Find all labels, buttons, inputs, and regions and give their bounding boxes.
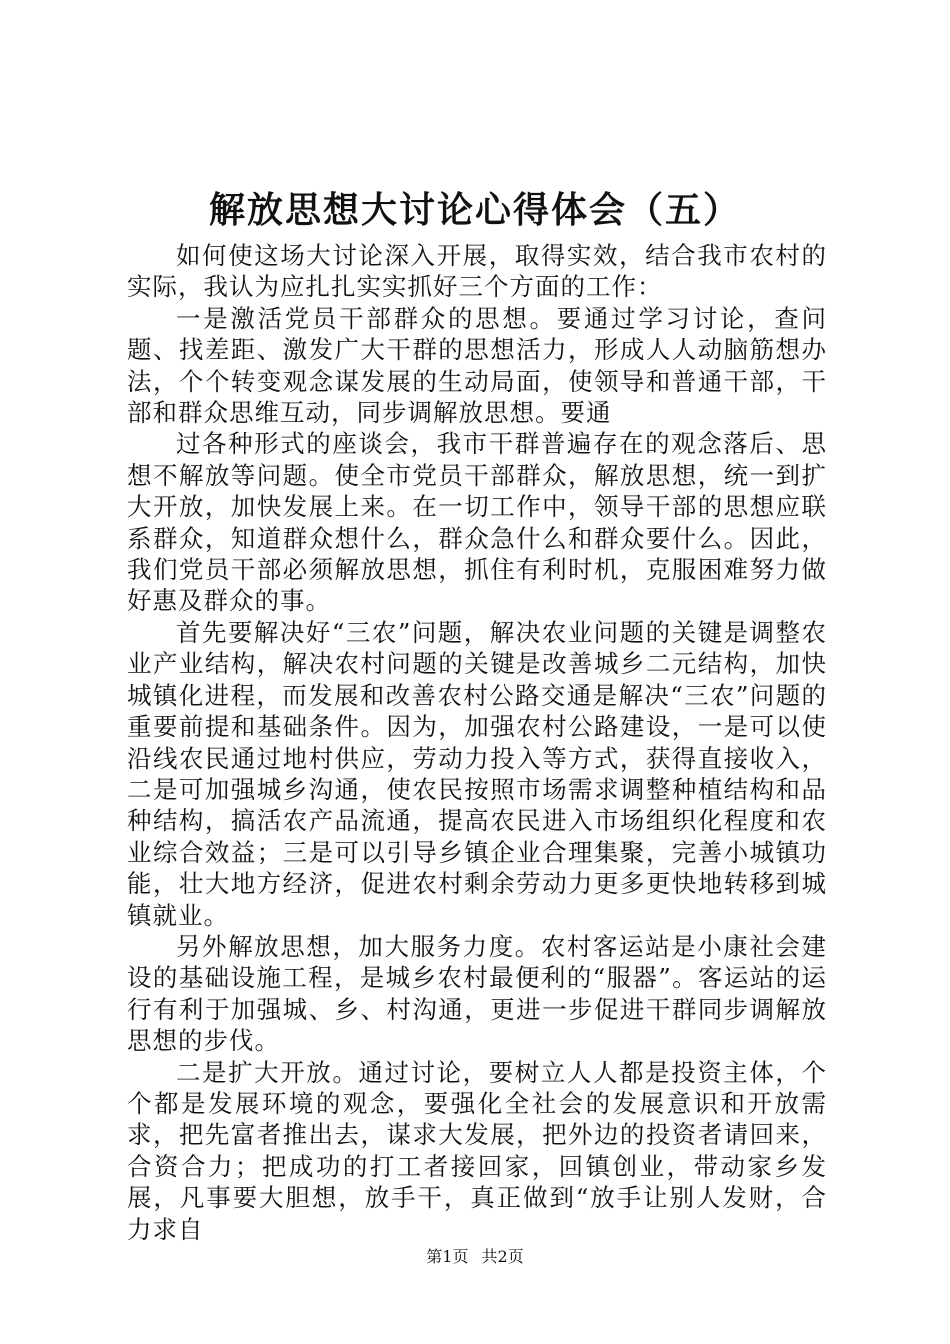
page-number-total: 共2页 <box>481 1247 524 1266</box>
paragraph-point-two: 二是扩大开放。通过讨论，要树立人人都是投资主体，个个都是发展环境的观念，要强化全社会的发展意识和开放需求，把先富者推出去，谋求大发展，把外边的投资者请回来，合资合力；把成功的打工者接回家，回镇创业，带动家乡发展，凡事要大胆想，放手干，真正做到“放手让别人发财，合力求自 <box>127 1057 827 1244</box>
document-body <box>127 240 827 1245</box>
paragraph-point-one: 一是激活党员干部群众的思想。要通过学习讨论，查问题、找差距、激发广大干群的思想活力，形成人人动脑筋想办法，个个转变观念谋发展的生动局面，使领导和普通干部，干部和群众思维互动，同步调解放思想。要通 <box>127 303 827 428</box>
paragraph-discussion: 过各种形式的座谈会，我市干群普遍存在的观念落后、思想不解放等问题。使全市党员干部群众，解放思想，统一到扩大开放，加快发展上来。在一切工作中，领导干部的思想应联系群众，知道群众想什么，群众急什么和群众要什么。因此，我们党员干部必须解放思想，抓住有利时机，克服困难努力做好惠及群众的事。 <box>127 429 827 616</box>
page-number-current: 第1页 <box>426 1247 469 1266</box>
page-footer <box>0 1246 950 1268</box>
paragraph-intro: 如何使这场大讨论深入开展，取得实效，结合我市农村的实际，我认为应扎扎实实抓好三个方面的工作： <box>127 241 827 302</box>
page-title: 解放思想大讨论心得体会（五） <box>208 189 741 231</box>
paragraph-service: 另外解放思想，加大服务力度。农村客运站是小康社会建设的基础设施工程，是城乡农村最便利的“服器”。客运站的运行有利于加强城、乡、村沟通，更进一步促进干群同步调解放思想的步伐。 <box>127 931 827 1056</box>
paragraph-three-rural: 首先要解决好“三农”问题，解决农业问题的关键是调整农业产业结构，解决农村问题的关键是改善城乡二元结构，加快城镇化进程，而发展和改善农村公路交通是解决“三农”问题的重要前提和基础条件。因为，加强农村公路建设，一是可以使沿线农民通过地村供应，劳动力投入等方式，获得直接收入，二是可加强城乡沟通，使农民按照市场需求调整种植结构和品种结构，搞活农产品流通，提高农民进入市场组织化程度和农业综合效益；三是可以引导乡镇企业合理集聚，完善小城镇功能，壮大地方经济，促进农村剩余劳动力更多更快地转移到城镇就业。 <box>127 617 827 930</box>
